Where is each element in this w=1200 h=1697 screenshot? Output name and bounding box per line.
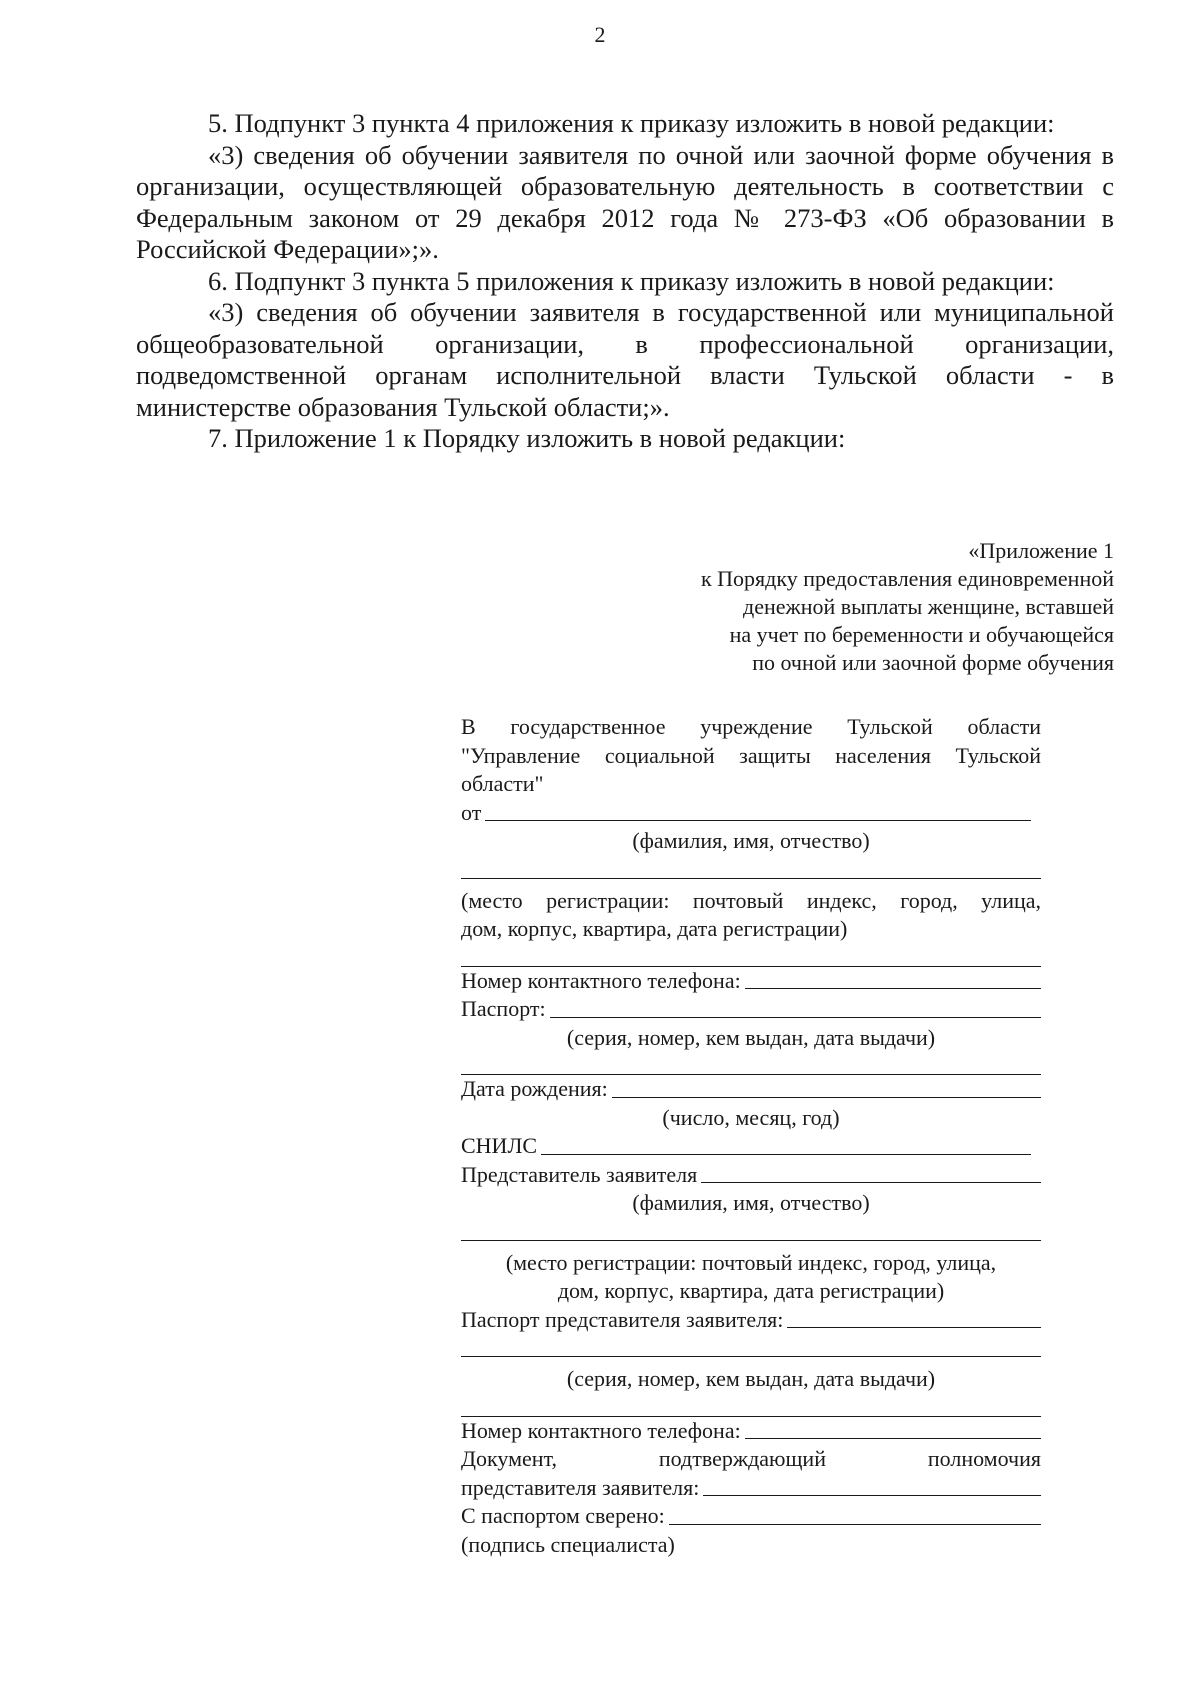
rep-phone-field[interactable]: [745, 1438, 1041, 1439]
rep-address-caption-line2: дом, корпус, квартира, дата регистрации): [557, 1278, 945, 1303]
appendix-header-line: по очной или заочной форме обучения: [752, 650, 1114, 675]
appendix-header-line: «Приложение 1: [968, 538, 1114, 563]
paragraph-6: 6. Подпункт 3 пункта 5 приложения к приказу изложить в новой редакции:: [208, 265, 1055, 296]
birth-row: [461, 1075, 1041, 1104]
rep-fio-caption: (фамилия, имя, отчество): [632, 1190, 870, 1215]
fio-caption: (фамилия, имя, отчество): [632, 828, 870, 853]
rep-passport-row: [461, 1306, 1041, 1335]
appendix-header-line: денежной выплаты женщине, вставшей: [743, 594, 1114, 619]
phone-field[interactable]: [745, 988, 1041, 989]
rep-field[interactable]: [701, 1182, 1041, 1183]
appendix-header-line: на учет по беременности и обучающейся: [729, 622, 1114, 647]
birth-field[interactable]: [612, 1097, 1041, 1098]
from-field[interactable]: [485, 820, 1031, 821]
snils-row: [461, 1132, 1041, 1161]
passport-caption: (серия, номер, кем выдан, дата выдачи): [566, 1024, 936, 1050]
rep-passport-caption: (серия, номер, кем выдан, дата выдачи): [566, 1366, 936, 1391]
snils-field[interactable]: [541, 1154, 1031, 1155]
application-form: [461, 713, 1041, 1559]
paragraph-5: 5. Подпункт 3 пункта 4 приложения к приказу изложить в новой редакции:: [208, 108, 1055, 138]
address-caption-line1: (место регистрации: почтовый индекс, город, улица,: [461, 887, 1041, 913]
doc-row: [461, 1474, 1041, 1503]
rep-label: Представитель заявителя: [461, 1161, 698, 1187]
checked-label: С паспортом сверено:: [461, 1503, 665, 1528]
rep-phone-row: [461, 1417, 1041, 1446]
appendix-header: [600, 537, 1114, 677]
rep-passport-label: Паспорт представителя заявителя:: [461, 1306, 784, 1332]
body-text: [136, 108, 1114, 455]
rep-phone-label: Номер контактного телефона:: [461, 1417, 741, 1443]
checked-row: [461, 1502, 1041, 1531]
passport-label: Паспорт:: [461, 996, 546, 1021]
phone-label: Номер контактного телефона:: [461, 967, 741, 993]
snils-label: СНИЛС: [461, 1133, 538, 1158]
page-number: 2: [594, 22, 606, 47]
rep-address-caption-line1: (место регистрации: почтовый индекс, город, улица,: [505, 1249, 997, 1275]
passport-row: [461, 995, 1041, 1024]
rep-address-field[interactable]: [461, 1218, 1041, 1241]
doc-label-line2: представителя заявителя:: [461, 1474, 700, 1500]
passport-field[interactable]: [550, 1017, 1041, 1018]
birth-label: Дата рождения:: [461, 1076, 608, 1101]
doc-field[interactable]: [703, 1495, 1041, 1496]
form-addressee: В государственное учреждение Тульской области "Управление социальной защиты населения Тульской области": [461, 714, 1041, 796]
rep-row: [461, 1161, 1041, 1190]
doc-label-line1: Документ, подтверждающий полномочия: [461, 1446, 1041, 1471]
rep-passport-field-3[interactable]: [461, 1394, 1041, 1417]
phone-row: [461, 967, 1041, 996]
from-row: [461, 799, 1041, 828]
paragraph-7: 7. Приложение 1 к Порядку изложить в новой редакции:: [208, 423, 846, 453]
checked-field[interactable]: [669, 1524, 1041, 1525]
paragraph-5-quote: «3) сведения об обучении заявителя по очной или заочной форме обучения в организации, осуществляющей образовательную деятельность в соответствии с Федеральным законом от 29 декабря 2012 года № 273-ФЗ «Об образовании в Российской Федерации»;».: [136, 139, 1114, 264]
signature-caption: (подпись специалиста): [461, 1531, 675, 1557]
address-field-2[interactable]: [461, 944, 1041, 967]
from-label: от: [461, 799, 482, 825]
address-caption-line2: дом, корпус, квартира, дата регистрации): [461, 916, 848, 941]
paragraph-6-quote: «3) сведения об обучении заявителя в государственной или муниципальной общеобразовательной организации, в профессиональной организации, подведомственной органам исполнительной власти Тульской области - в министерстве образования Тульской области;».: [136, 297, 1114, 422]
appendix-header-line: к Порядку предоставления единовременной: [700, 566, 1114, 591]
passport-field-2[interactable]: [461, 1052, 1041, 1075]
address-field[interactable]: [461, 856, 1041, 879]
rep-passport-field-2[interactable]: [461, 1334, 1041, 1357]
birth-caption: (число, месяц, год): [662, 1104, 840, 1130]
rep-passport-field[interactable]: [787, 1327, 1041, 1328]
